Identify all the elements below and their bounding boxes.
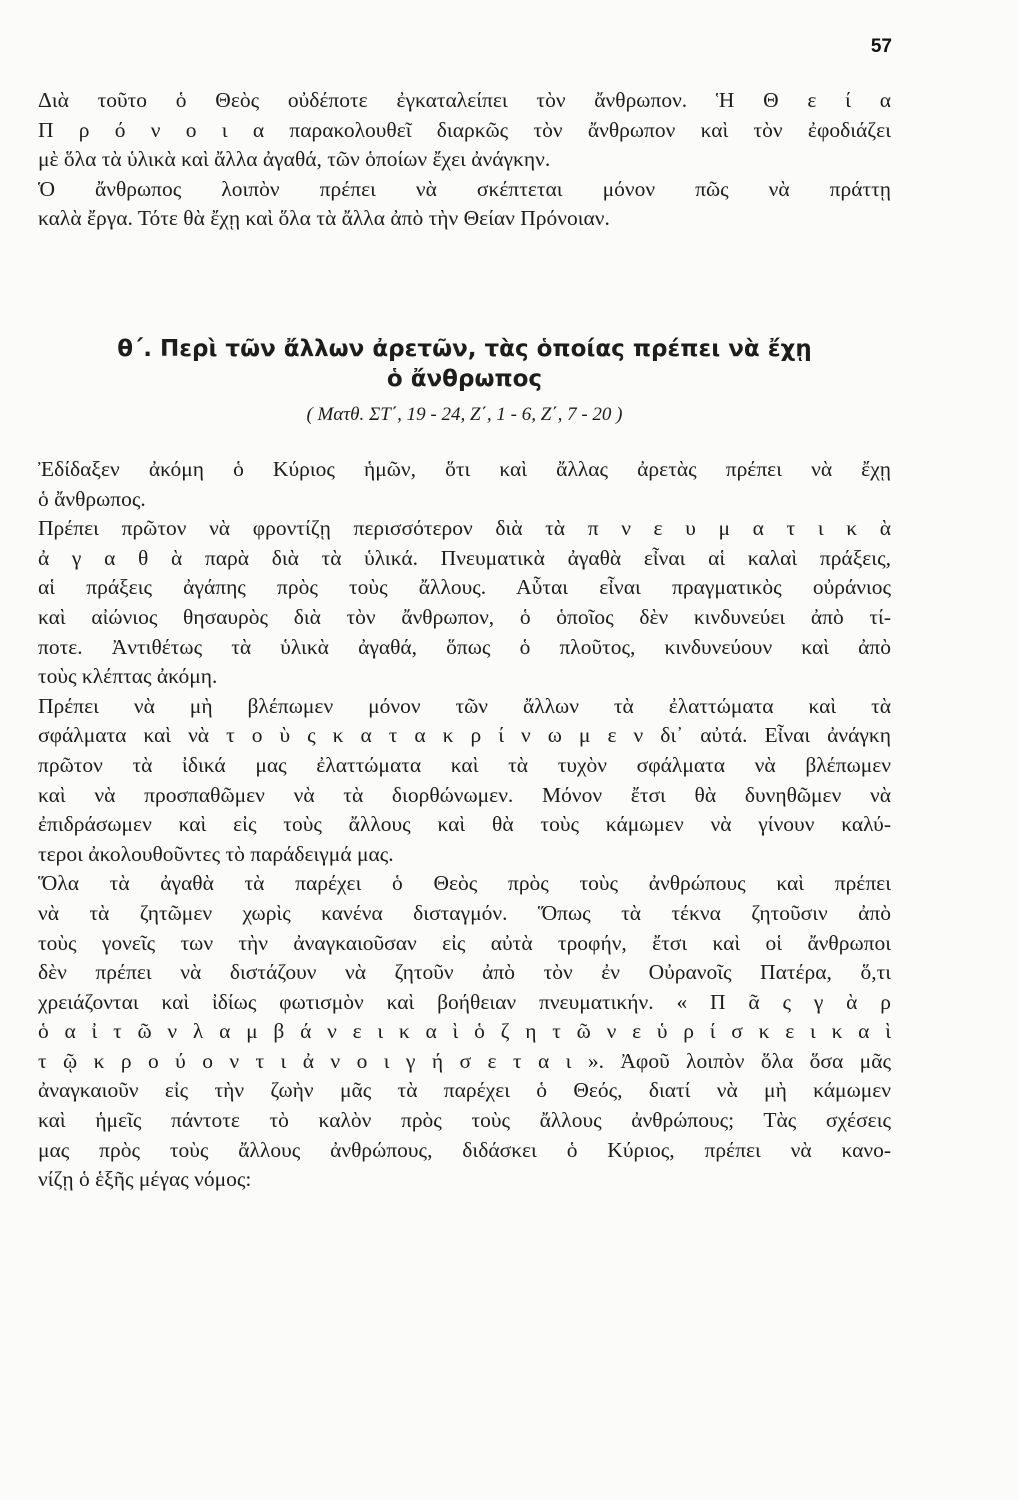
text-line: νὰ τὰ ζητῶμεν χωρὶς κανένα δισταγμόν. Ὅπως τὰ τέκνα ζητοῦσιν ἀπὸ [38,900,891,925]
text-line: τ ῷ κ ρ ο ύ ο ν τ ι ἀ ν ο ι γ ή σ ε τ α ι ». Ἀφοῦ λοιπὸν ὅλα ὅσα μᾶς [38,1048,891,1073]
text-line: μὲ ὅλα τὰ ὑλικὰ καὶ ἄλλα ἀγαθά, τῶν ὁποίων ἔχει ἀνάγκην. [38,147,551,172]
body-paragraphs [38,455,891,1195]
scripture-reference: ( Ματθ. ΣΤ΄, 19 - 24, Ζ΄, 1 - 6, Ζ΄, 7 - 20 ) [306,404,623,425]
text-line: μας πρὸς τοὺς ἄλλους ἀνθρώπους, διδάσκει ὁ Κύριος, πρέπει νὰ κανο- [38,1137,891,1162]
text-line: καὶ ἡμεῖς πάντοτε τὸ καλὸν πρὸς τοὺς ἄλλους ἀνθρώπους; Τὰς σχέσεις [38,1108,891,1133]
text-line: νίζῃ ὁ ἑξῆς μέγας νόμος: [38,1167,252,1192]
page-number: 57 [870,36,892,57]
text-line: Π ρ ό ν ο ι α παρακολουθεῖ διαρκῶς τὸν ἄνθρωπον καὶ τὸν ἐφοδιάζει [38,117,891,142]
text-line: καὶ αἰώνιος θησαυρὸς διὰ τὸν ἄνθρωπον, ὁ ὁποῖος δὲν κινδυνεύει ἀπὸ τί- [38,604,891,629]
text-line: τοὺς γονεῖς των τὴν ἀναγκαιοῦσαν εἰς αὐτὰ τροφήν, ἔτσι καὶ οἱ ἄνθρωποι [38,930,891,955]
text-line: Πρέπει νὰ μὴ βλέπωμεν μόνον τῶν ἄλλων τὰ ἐλαττώματα καὶ τὰ [38,693,891,718]
text-line: σφάλματα καὶ νὰ τ ο ὺ ς κ α τ α κ ρ ί ν ω μ ε ν δι᾽ αὐτά. Εἶναι ἀνάγκη [38,723,891,748]
text-line: ἀναγκαιοῦν εἰς τὴν ζωὴν μᾶς τὰ παρέχει ὁ Θεός, διατί νὰ μὴ κάμωμεν [38,1078,891,1103]
text-line: ἀ γ α θ ὰ παρὰ διὰ τὰ ὑλικά. Πνευματικὰ ἀγαθὰ εἶναι αἱ καλαὶ πράξεις, [38,545,891,570]
text-line: τοὺς κλέπτας ἀκόμη. [38,664,218,689]
text-line: Διὰ τοῦτο ὁ Θεὸς οὐδέποτε ἐγκαταλείπει τὸν ἄνθρωπον. Ἡ Θ ε ί α [38,88,891,112]
text-line: Πρέπει πρῶτον νὰ φροντίζῃ περισσότερον διὰ τὰ π ν ε υ μ α τ ι κ ὰ [38,516,891,541]
text-line: ὁ ἄνθρωπος. [38,486,146,511]
intro-paragraphs [38,86,891,234]
text-line: αἱ πράξεις ἀγάπης πρὸς τοὺς ἄλλους. Αὗται εἶναι πραγματικὸς οὐράνιος [38,575,891,600]
text-line: ὁ α ἰ τ ῶ ν λ α μ β ά ν ε ι κ α ὶ ὁ ζ η τ ῶ ν ε ὑ ρ ί σ κ ε ι κ α ὶ [38,1019,891,1044]
text-line: τεροι ἀκολουθοῦντες τὸ παράδειγμά μας. [38,841,394,866]
text-line: χρειάζονται καὶ ἰδίως φωτισμὸν καὶ βοήθειαν πνευματικήν. « Π ᾶ ς γ ὰ ρ [38,989,891,1014]
text-line: ποτε. Ἀντιθέτως τὰ ὑλικὰ ἀγαθά, ὅπως ὁ πλοῦτος, κινδυνεύουν καὶ ἀπὸ [38,634,891,659]
text-line: Ὁ ἄνθρωπος λοιπὸν πρέπει νὰ σκέπτεται μόνον πῶς νὰ πράττῃ [38,176,891,201]
text-line: ἐπιδράσωμεν καὶ εἰς τοὺς ἄλλους καὶ θὰ τοὺς κάμωμεν νὰ γίνουν καλύ- [38,812,891,837]
text-line: καλὰ ἔργα. Τότε θὰ ἔχῃ καὶ ὅλα τὰ ἄλλα ἀπὸ τὴν Θείαν Πρόνοιαν. [38,206,610,231]
section-heading-continued: ὁ ἄνθρωπος [386,366,543,392]
text-line: δὲν πρέπει νὰ διστάζουν νὰ ζητοῦν ἀπὸ τὸν ἐν Οὐρανοῖς Πατέρα, ὅ,τι [38,960,891,985]
text-line: Ὅλα τὰ ἀγαθὰ τὰ παρέχει ὁ Θεὸς πρὸς τοὺς ἀνθρώπους καὶ πρέπει [38,871,891,896]
text-line: καὶ νὰ προσπαθῶμεν νὰ τὰ διορθώνωμεν. Μόνον ἔτσι θὰ δυνηθῶμεν νὰ [38,782,891,807]
text-line: πρῶτον τὰ ἰδικά μας ἐλαττώματα καὶ τὰ τυχὸν σφάλματα νὰ βλέπωμεν [38,752,891,777]
text-line: Ἐδίδαξεν ἀκόμη ὁ Κύριος ἡμῶν, ὅτι καὶ ἄλλας ἀρετὰς πρέπει νὰ ἔχῃ [38,457,891,481]
section-heading: θ΄. Περὶ τῶν ἄλλων ἀρετῶν, τὰς ὁποίας πρέπει νὰ ἔχῃ [117,336,812,362]
